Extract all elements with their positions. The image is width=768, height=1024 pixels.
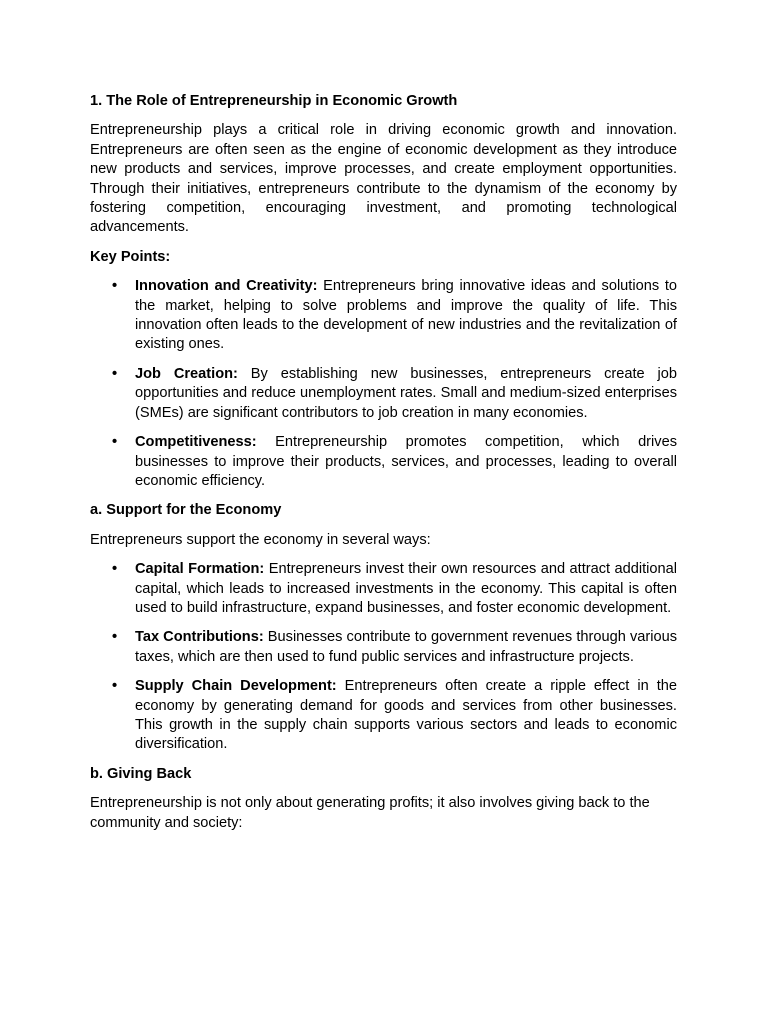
list-item-text: Entrepreneurs often create a ripple effect in the economy by generating demand for goods and services from other businesses. This growth in the supply chain supports various sectors and leads to economic diversification. xyxy=(135,678,677,753)
key-points-heading: Key Points: xyxy=(90,248,171,265)
document-page xyxy=(90,92,677,843)
list-item xyxy=(90,433,677,491)
list-item-term: Capital Formation: xyxy=(135,561,265,578)
list-item xyxy=(90,628,677,667)
list-item xyxy=(90,560,677,618)
list-item-term: Innovation and Creativity: xyxy=(135,278,318,295)
bullet-icon: • xyxy=(112,434,118,451)
list-item xyxy=(90,677,677,755)
section-a-title: a. Support for the Economy xyxy=(90,502,282,519)
list-item xyxy=(90,277,677,355)
list-item xyxy=(90,365,677,423)
list-item-text: Entrepreneurship promotes competition, which drives businesses to improve their products, services, and processes, leading to overall economic efficiency. xyxy=(135,434,677,489)
list-item-text: Entrepreneurs invest their own resources and attract additional capital, which leads to increased investments in the economy. This capital is often used to build infrastructure, expand businesses, and foster economic development. xyxy=(135,561,677,616)
section-b-title: b. Giving Back xyxy=(90,765,192,782)
bullet-icon: • xyxy=(112,561,118,578)
section-1-intro: Entrepreneurship plays a critical role in driving economic growth and innovation. Entrepreneurs are often seen as the engine of economic development as they introduce new products and services, improve processes, and create employment opportunities. Through their initiatives, entrepreneurs contribute to the dynamism of the economy by fostering competition, encouraging investment, and promoting technological advancements. xyxy=(90,122,677,236)
list-item-term: Tax Contributions: xyxy=(135,629,264,646)
list-item-term: Supply Chain Development: xyxy=(135,678,337,695)
list-item-text: By establishing new businesses, entrepreneurs create job opportunities and reduce unemployment rates. Small and medium-sized enterprises (SMEs) are significant contributors to job creation in many economies. xyxy=(135,365,677,421)
list-item-term: Job Creation: xyxy=(135,365,238,382)
list-item-text: Businesses contribute to government revenues through various taxes, which are then used to fund public services and infrastructure projects. xyxy=(135,629,677,665)
key-points-list xyxy=(90,277,677,491)
bullet-icon: • xyxy=(112,678,118,695)
list-item-text: Entrepreneurs bring innovative ideas and solutions to the market, helping to solve problems and improve the quality of life. This innovation often leads to the development of new industries and the revitalization of existing ones. xyxy=(135,278,677,353)
support-points-list xyxy=(90,560,677,755)
bullet-icon: • xyxy=(112,365,118,382)
section-b-intro: Entrepreneurship is not only about generating profits; it also involves giving back to the community and society: xyxy=(90,795,650,831)
bullet-icon: • xyxy=(112,278,118,295)
list-item-term: Competitiveness: xyxy=(135,434,257,451)
section-a-intro: Entrepreneurs support the economy in several ways: xyxy=(90,531,431,548)
section-1-title: 1. The Role of Entrepreneurship in Economic Growth xyxy=(90,93,458,109)
bullet-icon: • xyxy=(112,629,118,646)
